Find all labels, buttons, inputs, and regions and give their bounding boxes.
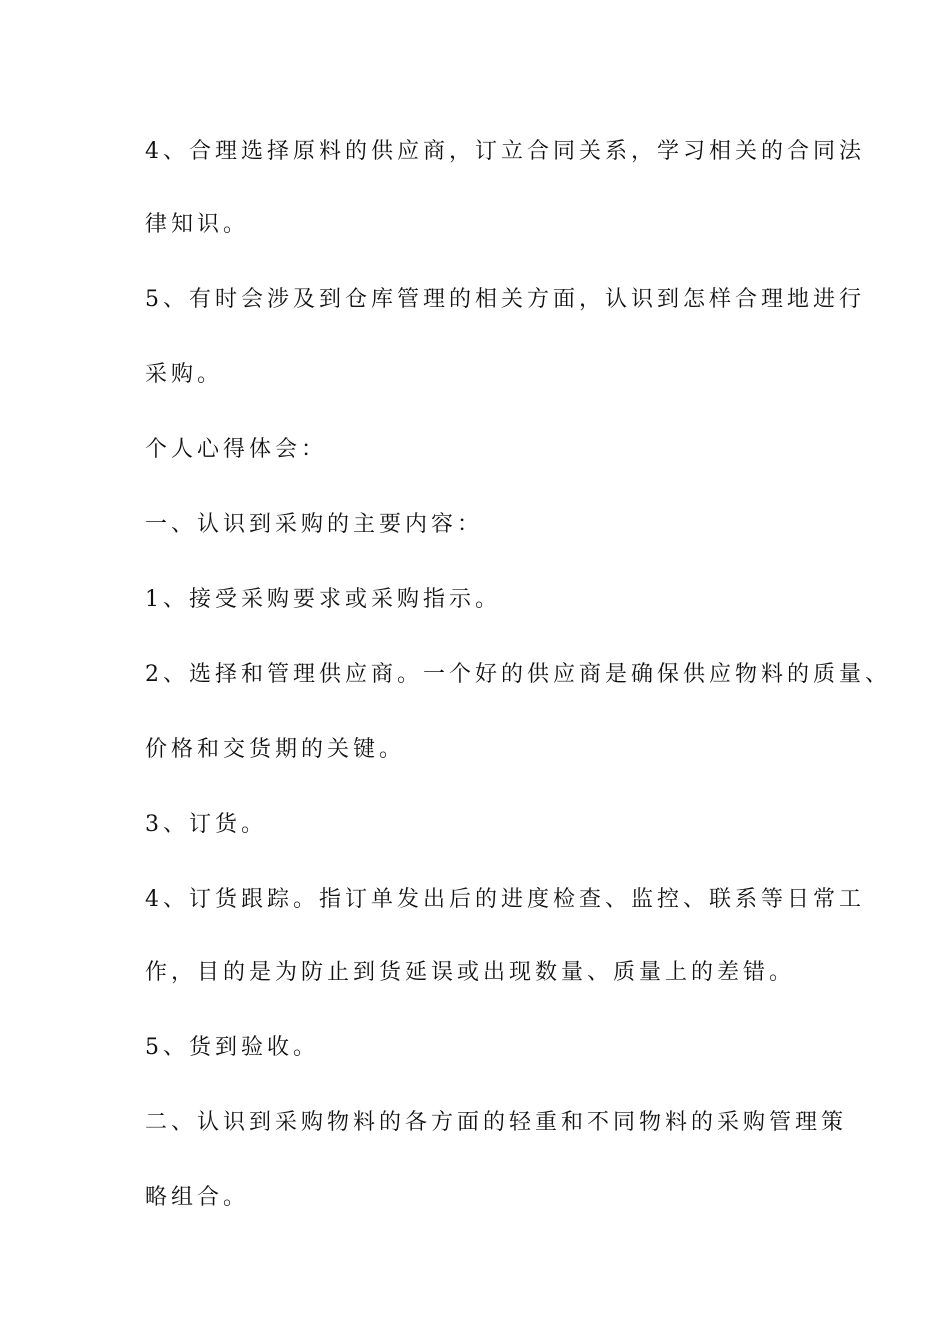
list-item: 4、订货跟踪。指订单发出后的进度检查、监控、联系等日常工 (145, 887, 865, 912)
list-item: 3、订货。 (145, 812, 267, 837)
list-item: 5、货到验收。 (145, 1035, 319, 1060)
list-item: 2、选择和管理供应商。一个好的供应商是确保供应物料的质量、 (145, 662, 891, 687)
paragraph-line: 5、有时会涉及到仓库管理的相关方面，认识到怎样合理地进行 (145, 287, 865, 312)
section-heading: 个人心得体会： (145, 437, 328, 462)
paragraph-line: 4、合理选择原料的供应商，订立合同关系，学习相关的合同法 (145, 139, 865, 164)
list-item: 1、接受采购要求或采购指示。 (145, 587, 501, 612)
paragraph-line: 律知识。 (145, 212, 250, 237)
list-item-continuation: 价格和交货期的关键。 (145, 737, 406, 762)
section-heading: 二、认识到采购物料的各方面的轻重和不同物料的采购管理策 (145, 1110, 848, 1135)
paragraph-line: 采购。 (145, 362, 224, 387)
list-item-continuation: 作，目的是为防止到货延误或出现数量、质量上的差错。 (145, 960, 796, 985)
section-heading: 一、认识到采购的主要内容： (145, 512, 484, 537)
section-heading-continuation: 略组合。 (145, 1185, 250, 1210)
